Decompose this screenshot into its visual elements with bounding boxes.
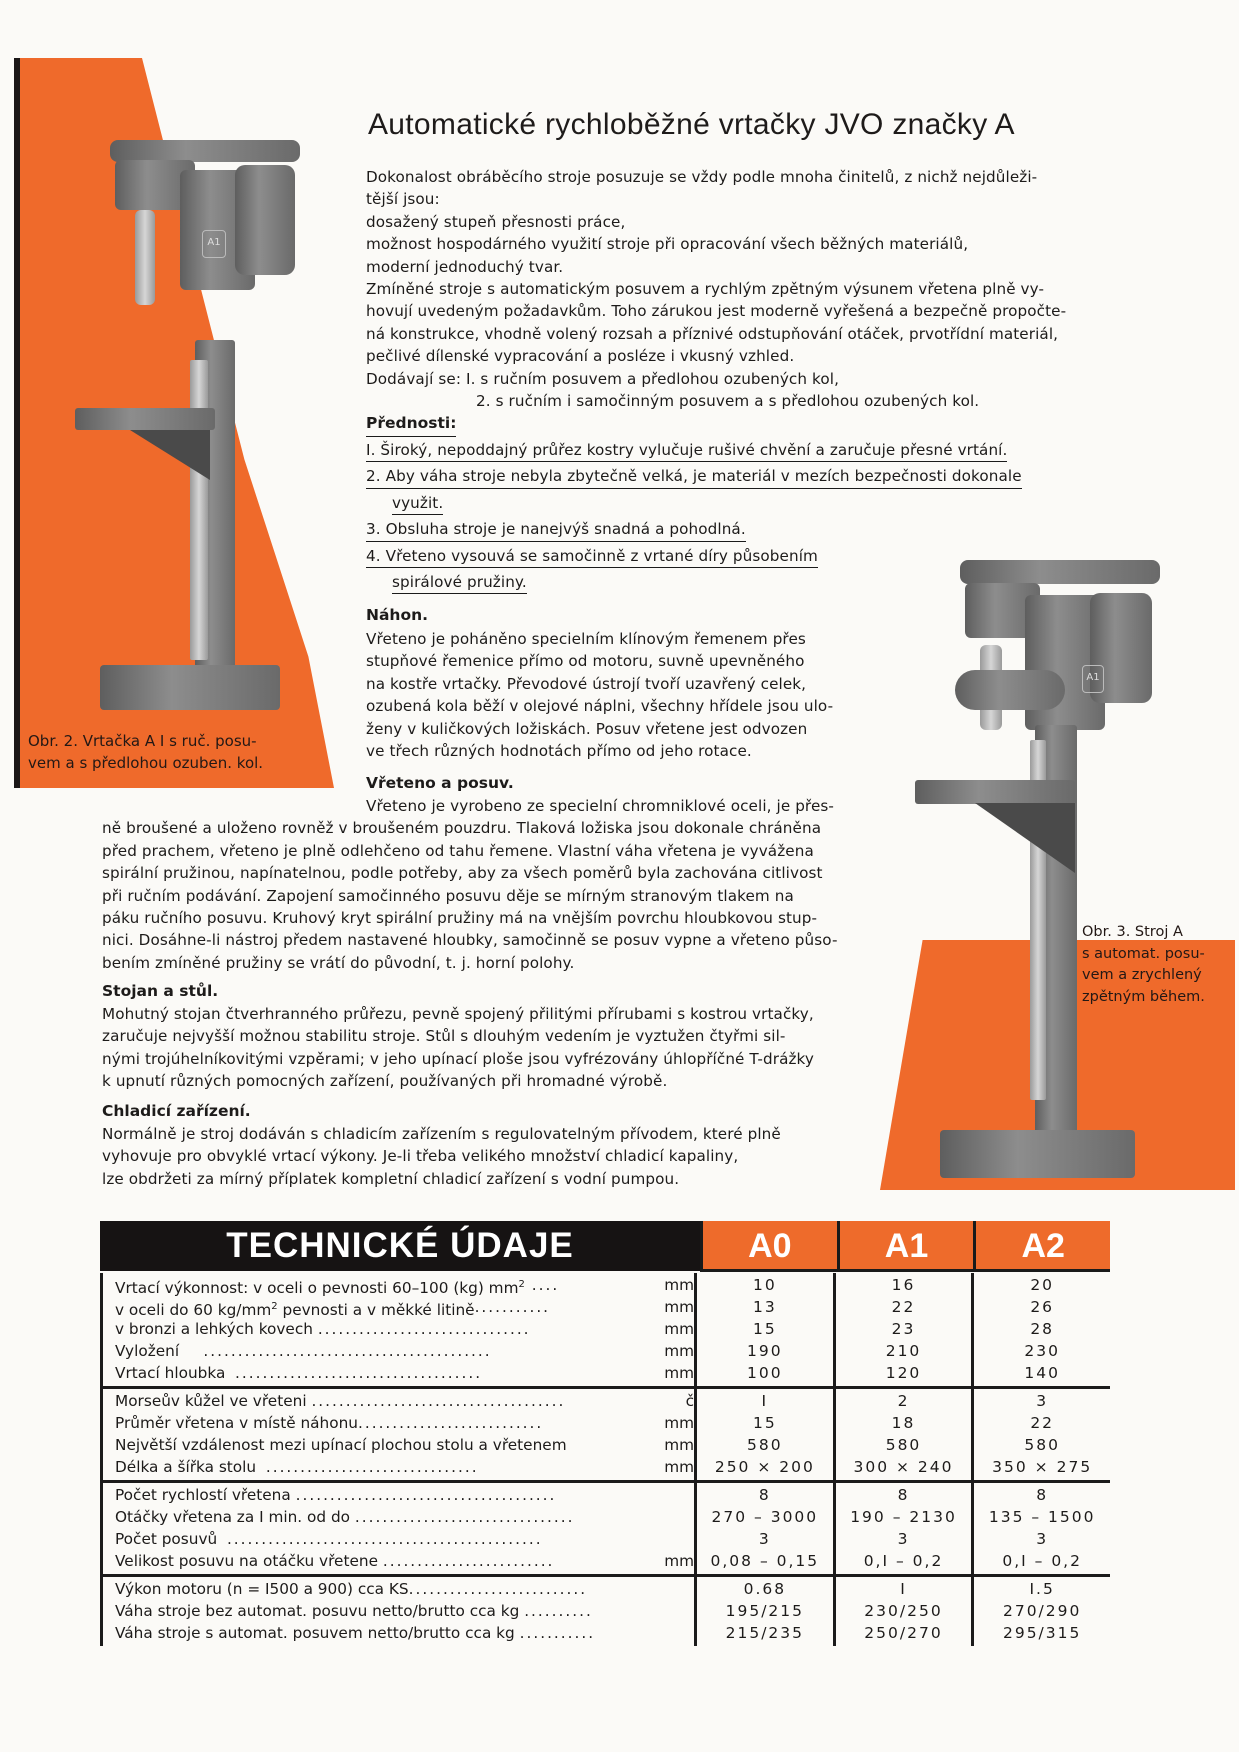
advantage-item: 2. Aby váha stroje nebyla zbytečně velká, je materiál v mezích bezpečnosti dokonale [366,465,1022,488]
text-line: Mohutný stojan čtverhranného průřezu, pevně spojený přilitými přírubami s kostrou vrtačky, [102,1005,814,1023]
label-part: Vrtací hloubka [115,1364,236,1382]
table-cell: 0,I – 0,2 [1002,1552,1082,1570]
table-cell: I [900,1580,907,1598]
text-line: na kostře vrtačky. Převodové ústrojí tvoří uzavřený celek, [366,674,807,693]
spec-label [115,1484,694,1506]
table-cell: 3 [1036,1392,1049,1410]
label-part: Váha stroje s automat. posuvem netto/brutto cca kg [115,1624,520,1642]
advantage-item: 4. Vřeteno vysouvá se samočinně z vrtané díry působením [366,545,818,568]
value-column-a1 [833,1273,972,1386]
table-cell: 195/215 [725,1602,805,1620]
table-cell: 580 [885,1436,922,1454]
text-line: Vřeteno je vyrobeno ze specielní chromniklové oceli, je přes- [366,797,834,815]
label-column [100,1389,694,1480]
spec-label-text [115,1578,409,1600]
value-column-a2 [971,1483,1110,1574]
table-cell: I.5 [1029,1580,1055,1598]
unit: mm [664,1364,694,1382]
prednosti-section [366,412,1022,594]
table-cell: 135 – 1500 [988,1508,1096,1526]
table-cell: 580 [1024,1436,1060,1454]
spec-label [115,1600,694,1622]
text-line: zaručuje nejvyšší možnou stabilitu stroje. Stůl s dlouhým vedením je vyztužen čtyřmi sil- [102,1027,786,1046]
table-row-group [100,1483,1110,1577]
table-bracket [975,803,1075,873]
value-column-a1 [833,1577,972,1646]
table-cell: 13 [752,1298,777,1316]
caption-line: s automat. posu- [1082,945,1205,962]
table-cell: 140 [1024,1364,1060,1382]
spec-label [115,1340,694,1362]
chladici-section [102,1100,781,1190]
brand-badge: A1 [1082,665,1104,693]
leader-dots: ........... [519,1624,596,1642]
caption-line: zpětným během. [1082,988,1205,1005]
label-part: Váha stroje bez automat. posuvu netto/brutto cca kg [115,1602,525,1620]
label-part: Průměr vřetena v místě náhonu [115,1414,358,1432]
table-cell: 210 [885,1342,922,1360]
technical-data-table [100,1221,1110,1646]
text-line: páku ručního posuvu. Kruhový kryt spirální pružiny má na vnějším povrchu hloubkovou stup- [102,909,818,928]
leader-dots: ............................... [265,1458,479,1476]
spec-label-text [115,1318,318,1340]
spec-label [115,1412,694,1434]
table-cell: 3 [1036,1530,1049,1548]
spec-label [115,1528,694,1550]
unit: mm [664,1320,694,1338]
table-cell: 350 × 275 [992,1458,1093,1476]
spec-label-text [115,1412,358,1434]
text-line: Normálně je stroj dodáván s chladicím zařízením s regulovatelným přívodem, které plně [102,1125,781,1143]
table-title: TECHNICKÉ ÚDAJE [100,1221,700,1271]
text-line: ně broušené a uloženo rovněž v broušeném pouzdru. Tlaková ložiska jsou dokonale chráněna [102,819,822,838]
label-column [100,1483,694,1574]
table-cell: 20 [1030,1276,1055,1294]
base [940,1130,1135,1178]
table-cell: 250/270 [864,1624,943,1642]
text-line: Zmíněné stroje s automatickým posuvem a rychlým zpětným výsunem vřetena plně vy- [366,280,1045,299]
table-cell: 2 [897,1392,910,1410]
drill-press-image-automat [915,555,1185,1185]
figure-2-caption [28,730,263,774]
advantage-item-continued: využit. [392,492,443,515]
table-cell: 230 [1024,1342,1060,1360]
feed-mechanism [955,670,1065,710]
label-part: Největší vzdálenost mezi upínací plochou stolu a vřetenem [115,1436,567,1454]
spec-label-text [115,1600,524,1622]
label-part: Výkon motoru (n = I500 a 900) cca KS [115,1580,409,1598]
text-line: pečlivé dílenské vypracování a posléze i vkusný vzhled. [366,347,795,366]
table-cell: 3 [758,1530,771,1548]
spec-label [115,1296,694,1318]
spec-label-text [115,1340,203,1362]
advantage-item-continued: spirálové pružiny. [392,571,527,594]
table-cell: 215/235 [725,1624,805,1642]
table-row-group [100,1577,1110,1646]
label-part: Vrtací výkonnost: v oceli o pevnosti 60–100 (kg) mm [115,1279,519,1296]
value-column-a2 [971,1389,1110,1480]
value-column-a0 [694,1483,833,1574]
leader-dots: ......................... [382,1552,555,1570]
section-heading: Náhon. [366,606,429,624]
section-heading: Vřeteno a posuv. [366,774,514,792]
column-header-a0: A0 [700,1221,837,1271]
table-cell: 190 [747,1342,783,1360]
table-cell: 190 – 2130 [850,1508,957,1526]
unit: mm [664,1414,694,1432]
label-part: v oceli do 60 kg/mm [115,1301,272,1318]
spec-label-text [115,1506,355,1528]
caption-line: vem a s předlohou ozuben. kol. [28,754,264,772]
value-column-a0 [694,1577,833,1646]
unit: mm [664,1298,694,1316]
leader-dots: ........... [474,1298,551,1316]
unit: mm [664,1276,694,1294]
spec-label [115,1362,694,1384]
table-cell: 8 [758,1486,771,1504]
text-line: nici. Dosáhne-li nástroj předem nastavené hloubky, samočinně se posuv vypne a vřeteno půso- [102,931,838,950]
leader-dots [567,1434,665,1456]
text-line: ná konstrukce, vhodně volený rozsah a příznivé odstupňování otáček, prvotřídní materiál, [366,324,1059,343]
spec-label [115,1318,694,1340]
leader-dots: .... [524,1276,560,1294]
spec-label-text [115,1390,311,1412]
table [915,780,1075,804]
table-row-group [100,1273,1110,1389]
table-cell: I [761,1392,769,1410]
header-divider [700,1269,1110,1272]
table-cell: 26 [1030,1298,1055,1316]
table-cell: 300 × 240 [853,1458,954,1476]
vreteno-section [102,772,838,974]
table-cell: 0,08 – 0,15 [710,1552,820,1570]
leader-dots: .......... [524,1602,593,1620]
text-line: bením zmíněné pružiny se vrátí do původní, t. j. horní polohy. [102,953,575,972]
label-part: Otáčky vřetena za I min. od do [115,1508,355,1526]
table-cell: 15 [752,1414,777,1432]
label-column [100,1577,694,1646]
leader-dots: .......................... [408,1580,588,1598]
text-line: k upnutí různých pomocných zařízení, používaných při hromadné výrobě. [102,1072,668,1091]
label-part: Vyložení [115,1342,204,1360]
text-line: 2. s ručním i samočinným posuvem a s předlohou ozubených kol. [476,392,980,411]
text-line: dosažený stupeň přesnosti práce, [366,212,626,231]
value-column-a0 [694,1273,833,1386]
brand-badge: A1 [202,230,226,258]
leader-dots: ................................ [354,1508,575,1526]
section-heading: Přednosti: [366,412,456,437]
unit: mm [664,1436,694,1454]
nahon-section [366,604,833,762]
text-line: nými trojúhelníkovitými vzpěrami; v jeho upínací ploše jsou vyfrézovány úhlopříčné T-drážky [102,1049,814,1068]
text-line: spirální pružinou, napínatelnou, podle potřeby, aby za všech poměrů byla zachována citlivost [102,864,823,883]
table-cell: 8 [897,1486,910,1504]
drill-press-image-a1 [60,110,320,710]
label-column [100,1273,694,1386]
table-cell: 120 [885,1364,922,1382]
intro-paragraph [366,166,1066,412]
figure-3-caption [1082,922,1205,1008]
table-cell: 295/315 [1002,1624,1082,1642]
spec-label [115,1622,694,1644]
unit: mm [664,1458,694,1476]
table-header [100,1221,1110,1277]
spec-label [115,1456,694,1478]
table-cell: 23 [891,1320,916,1338]
spindle [135,210,155,305]
table-cell: 10 [752,1276,777,1294]
table [75,408,215,430]
base [100,665,280,710]
spec-label [115,1550,694,1572]
pulley-cover [110,140,300,162]
table-cell: 28 [1030,1320,1055,1338]
spec-label-text [115,1528,227,1550]
text-line: stupňové řemenice přímo od motoru, suvně upevněného [366,652,805,671]
text-line: ozubená kola běží v olejové náplni, všechny hřídele jsou ulo- [366,697,834,716]
table-cell: 0,I – 0,2 [863,1552,944,1570]
table-cell: 15 [752,1320,777,1338]
spec-label-text [115,1434,567,1456]
label-part: Počet rychlostí vřetena [115,1486,296,1504]
spec-label-text [115,1550,383,1572]
text-line: Dokonalost obráběcího stroje posuzuje se vždy podle mnoha činitelů, z nichž nejdůleži- [366,168,1038,186]
value-column-a0 [694,1389,833,1480]
table-cell: 250 × 200 [714,1458,815,1476]
label-part: Počet posuvů [115,1530,227,1548]
label-part: Morseův kůžel ve vřeteni [115,1392,312,1410]
caption-line: vem a zrychlený [1082,967,1202,983]
value-column-a2 [971,1273,1110,1386]
leader-dots: .................................... [235,1364,483,1382]
table-body [100,1273,1110,1646]
column-header-a2: A2 [973,1221,1110,1271]
caption-line: Obr. 2. Vrtačka A I s ruč. posu- [28,732,257,750]
leader-dots: ............................... [317,1320,531,1338]
spec-label [115,1506,694,1528]
spec-label [115,1274,694,1296]
text-line: moderní jednoduchý tvar. [366,257,564,276]
table-cell: 230/250 [864,1602,943,1620]
spec-label-text [115,1622,520,1644]
table-cell: 270 – 3000 [711,1508,819,1526]
leader-dots: ...................................... [295,1486,557,1504]
unit: mm [664,1342,694,1360]
text-line: při ručním podávání. Zapojení samočinného posuvu děje se mírným stranovým tlakem na [102,886,794,905]
table-cell: 22 [891,1298,916,1316]
leader-dots: ..................................... [311,1392,566,1410]
section-heading: Chladicí zařízení. [102,1102,251,1120]
advantage-item: I. Široký, nepoddajný průřez kostry vylučuje rušivé chvění a zaručuje přesné vrtání. [366,439,1007,462]
label-part: Velikost posuvu na otáčku vřetene [115,1552,383,1570]
spec-label-text [115,1296,475,1318]
page-title: Automatické rychloběžné vrtačky JVO značky A [368,108,1015,141]
spec-label-text [115,1456,266,1478]
leader-dots: ........................... [357,1414,544,1432]
table-bracket [130,430,210,480]
text-line: lze obdržeti za mírný příplatek kompletní chladicí zařízení s vodní pumpou. [102,1169,680,1188]
spec-label [115,1578,694,1600]
leader-dots: .......................................... [203,1342,492,1360]
value-column-a1 [833,1389,972,1480]
unit: mm [664,1552,694,1570]
superscript: 2 [518,1279,525,1290]
spec-label-text [115,1274,525,1296]
caption-line: Obr. 3. Stroj A [1082,924,1183,940]
table-cell: 580 [747,1436,783,1454]
table-cell: 0.68 [743,1580,787,1598]
advantage-item: 3. Obsluha stroje je nanejvýš snadná a pohodlná. [366,518,746,541]
text-line: ženy v kuličkových ložiskách. Posuv vřetene jest odvozen [366,719,808,738]
spec-label [115,1434,694,1456]
table-cell: 18 [891,1414,916,1432]
value-column-a1 [833,1483,972,1574]
table-cell: 16 [891,1276,916,1294]
column-header-a1: A1 [837,1221,974,1271]
text-line: možnost hospodárného využití stroje při opracování všech běžných materiálů, [366,235,969,254]
text-line: Dodávají se: I. s ručním posuvem a předlohou ozubených kol, [366,369,840,388]
table-cell: 22 [1030,1414,1055,1432]
label-part: Délka a šířka stolu [115,1458,266,1476]
value-column-a2 [971,1577,1110,1646]
spec-label-text [115,1484,296,1506]
table-cell: 8 [1036,1486,1049,1504]
unit: č [685,1392,694,1410]
text-line: tější jsou: [366,190,440,209]
label-part: pevnosti a v měkké litině [277,1301,475,1318]
spec-label [115,1390,694,1412]
black-edge-bar [14,58,20,788]
leader-dots: .............................................. [226,1530,543,1548]
text-line: před prachem, vřeteno je plně odlehčeno od tahu řemene. Vlastní váha vřetena je vyvážena [102,841,814,860]
label-part: v bronzi a lehkých kovech [115,1320,318,1338]
section-heading: Stojan a stůl. [102,982,219,1000]
motor [235,165,295,275]
table-cell: 270/290 [1002,1602,1082,1620]
stojan-section [102,980,814,1093]
rack [190,360,208,660]
table-row-group [100,1389,1110,1483]
text-line: Vřeteno je poháněno specielním klínovým řemenem přes [366,630,806,648]
text-line: vyhovuje pro obvyklé vrtací výkony. Je-li třeba velikého množství chladicí kapaliny, [102,1147,739,1166]
table-cell: 3 [897,1530,910,1548]
text-line: hovují uvedeným požadavkům. Toho zárukou jest moderně vyřešená a bezpečně propočte- [366,302,1067,321]
spec-label-text [115,1362,235,1384]
text-line: ve třech různých hodnotách přímo od jeho rotace. [366,742,752,761]
superscript: 2 [271,1301,278,1312]
table-cell: 100 [747,1364,783,1382]
